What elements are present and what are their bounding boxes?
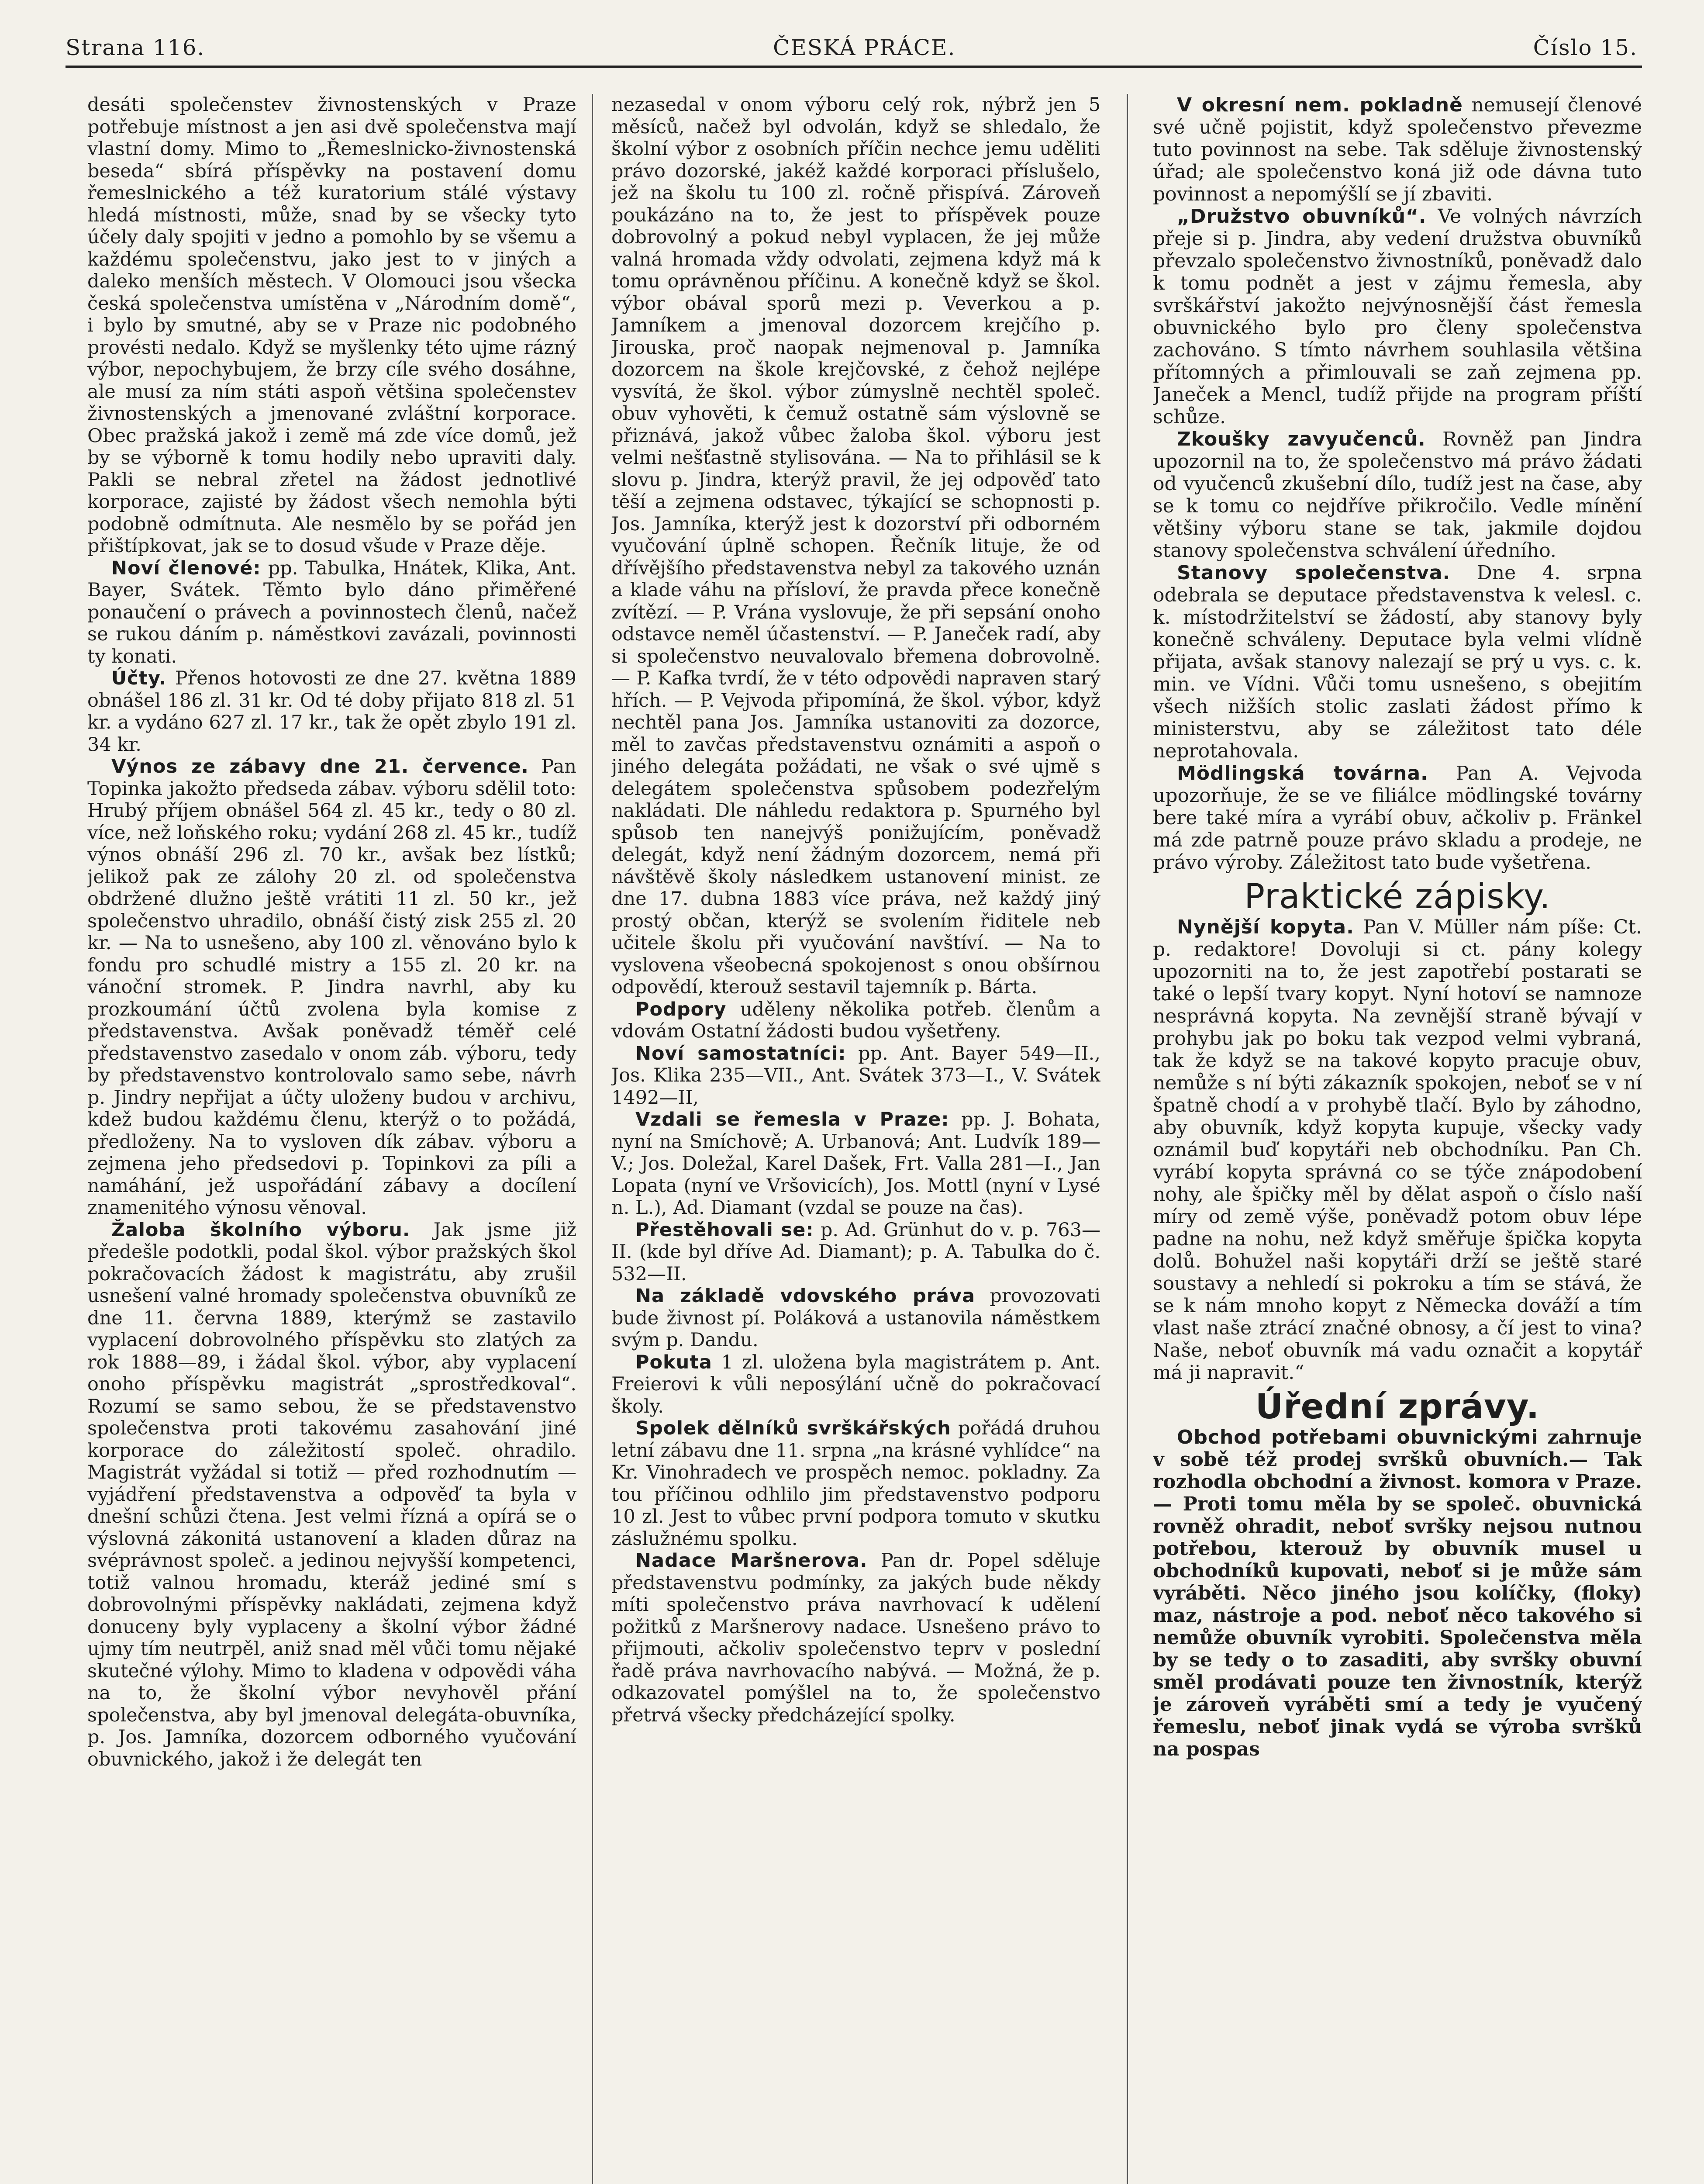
item-text: uděleny několika potřeb. členům a vdovám Ostatní žádosti budou vyšetřeny. xyxy=(611,998,1100,1042)
item-heading: V okresní nem. pokladně xyxy=(1177,94,1463,116)
paragraph xyxy=(87,667,576,756)
item-heading: Spolek dělníků svrškářských xyxy=(635,1417,951,1439)
paragraph xyxy=(611,1285,1100,1351)
item-heading: Pokuta xyxy=(635,1351,712,1373)
paragraph xyxy=(611,1043,1100,1109)
issue-number: Číslo 15. xyxy=(1533,35,1638,60)
item-text: Rovněž pan Jindra upozornil na to, že společenstvo má právo žádati od vyučenců zkušební dílo, tudíž jest na čase, aby se k tomu co nejdříve přikročilo. Vedle mínění většiny výboru stane se tak, jakmile dojdou stanovy společenstva schválení úředního. xyxy=(1153,428,1642,562)
item-text: Ve volných návrzích přeje si p. Jindra, aby vedení družstva obuvníků převzalo společenstvo živnostníků, poněvadž dalo k tomu podnět a jest v zájmu řemesla, aby svrškářství jakožto nejvýnosnější část řemesla obuvnického bylo pro členy společenstva zachováno. S tímto návrhem souhlasila většina přítomných a přimlouvali se zaň zejmena pp. Janeček a Mencl, tudíž přijde na program příští schůze. xyxy=(1153,205,1642,428)
column-divider xyxy=(1127,94,1128,2184)
item-text: Dne 4. srpna odebrala se deputace představenstva k velesl. c. k. místodržitelství se žádostí, aby stanovy byly konečně schváleny. Deputace byla velmi vlídně přijata, avšak stanovy nalezají se prý u vys. c. k. min. ve Vídni. Vůči tomu usnešeno, s obejitím všech nižších stolic zaslati žádost přímo k ministerstvu, aby se záležitost tato déle neprotahovala. xyxy=(1153,562,1642,762)
paragraph xyxy=(611,1219,1100,1286)
column-1 xyxy=(87,94,576,2184)
paragraph: nezasedal v onom výboru celý rok, nýbrž jen 5 měsíců, načež byl odvolán, když se shledalo, že školní výbor z osobních příčin nechce jemu uděliti právo dozorské, jakéž každé korporaci příslušelo, jež na školu tu 100 zl. ročně přispívá. Zároveň poukázáno na to, že jest to příspěvek pouze dobrovolný a pokud nebyl vyplacen, že jej může valná hromada vždy odvolati, zejmena když má k tomu oprávněnou příčinu. A konečně když se škol. výbor obával sporů mezi p. Veverkou a p. Jamníkem a jmenoval dozorcem krejčího p. Jirouska, proč naopak nejmenoval p. Jamníka dozorcem na škole krejčovské, z čehož nejlépe vysvítá, že škol. výbor zúmyslně nechtěl společ. obuv vyhověti, k čemuž ostatně sám výslovně se přiznává, jakož vůbec žaloba škol. výboru jest velmi nešťastně stylisována. — Na to přihlásil se k slovu p. Jindra, kterýž pravil, že jej odpověď tato těší a zejmena odstavec, týkající se schopnosti p. Jos. Jamníka, kterýž jest k dozorství při odborném vyučování úplně schopen. Řečník lituje, že od dřívějšího představenstva nebyl za takového uznán a klade váhu na přísloví, že pravda přece konečně zvítězí. — P. Vrána vyslovuje, že při sepsání onoho odstavce neměl účastenství. — P. Janeček radí, aby si společenstvo neuvalovalo břemena dobrovolně. — P. Kafka tvrdí, že v této odpovědi napraven starý hřích. — P. Vejvoda připomíná, že škol. výbor, když nechtěl pana Jos. Jamníka ustanoviti za dozorce, měl to zavčas představenstvu oznámiti a aspoň o jiného delegáta požádati, ne však o své ujmě s delegátem společenstva spůsobem podezřelým nakládati. Dle náhledu redaktora p. Spurného byl spůsob ten nanejvýš ponižujícím, poněvadž delegát, když není žádným dozorcem, nemá při návštěvě školy následkem ustanovení minist. ze dne 17. dubna 1883 více práva, než každý jiný prostý občan, kterýž se svolením řiditele neb učitele školu při vyučování navštíví. — Na to vyslovena všeobecná spokojenost s onou obšírnou odpovědí, kterouž sestavil tajemník p. Bárta. xyxy=(611,94,1100,998)
item-heading: Mödlingská továrna. xyxy=(1177,762,1428,784)
page-number: Strana 116. xyxy=(66,35,205,60)
page-header xyxy=(66,35,1638,66)
paragraph xyxy=(611,1550,1100,1726)
paragraph xyxy=(1153,205,1642,428)
item-heading: Nadace Maršnerova. xyxy=(635,1550,868,1572)
item-text: Pan Topinka jakožto předseda zábav. výboru sdělil toto: Hrubý příjem obnášel 564 zl. 45 kr., tedy o 80 zl. více, než loňského roku; vydání 268 zl. 45 kr., tudíž výnos obnáší 296 zl. 70 kr., avšak bez lístků; jelikož pak ze zálohy 20 zl. od společenstva obdržené dlužno ještě vrátiti 11 zl. 50 kr., jež společenstvo uhradilo, obnáší čistý zisk 255 zl. 20 kr. — Na to usnešeno, aby 100 zl. věnováno bylo k fondu pro schudlé mistry a 155 zl. 20 kr. na vánoční stromek. P. Jindra navrhl, aby ku prozkoumání účtů zvolena byla komise z představenstva. Avšak poněvadž téměř celé představenstvo zasedalo v onom záb. výboru, tedy by představenstvo kontrolovalo samo sebe, návrh p. Jindry nepřijat a účty uloženy budou v archivu, kdež budou každému členu, kterýž o to požádá, předloženy. Na to vysloven dík zábav. výboru a zejmena jeho předsedovi p. Topinkovi za píli a namáhání, jež uspořádání zábavy a docílení znamenitého výnosu věnoval. xyxy=(87,756,576,1219)
paragraph xyxy=(1153,94,1642,205)
column-divider xyxy=(592,94,593,2184)
paragraph xyxy=(1153,916,1642,1384)
item-text: pp. J. Bohata, nyní na Smíchově; A. Urbanová; Ant. Ludvík 189—V.; Jos. Doležal, Karel Dašek, Frt. Valla 281—I., Jan Lopata (nyní ve Vršovicích), Jos. Mottl (nyní v Lysé n. L.), Ad. Diamant (vzdal se pouze na čas). xyxy=(611,1109,1100,1219)
item-heading: Účty. xyxy=(111,667,167,689)
item-text: 1 zl. uložena byla magistrátem p. Ant. Freierovi k vůli neposýlání učně do pokračovací školy. xyxy=(611,1351,1100,1417)
paragraph xyxy=(87,756,576,1219)
item-text: Pan A. Vejvoda upozorňuje, že se ve filiálce mödlingské továrny bere také míra a vyrábí obuv, ačkoliv p. Fränkel má zde patrně pouze právo skladu a prodeje, ne právo výroby. Záležitost tato bude vyšetřena. xyxy=(1153,762,1642,874)
item-heading: Stanovy společenstva. xyxy=(1177,562,1451,584)
header-rule xyxy=(66,66,1642,68)
item-heading: „Družstvo obuvníků“. xyxy=(1177,205,1427,228)
paragraph xyxy=(1153,562,1642,762)
paragraph xyxy=(611,1417,1100,1550)
item-text: Pan V. Müller nám píše: Ct. p. redaktore! Dovoluji si ct. pány kolegy upozorniti na to, že jest zapotřebí postarati se také o lepší tvary kopyt. Nyní hotoví se namnoze nesprávná kopyta. Na zevnější straně bývají v prohybu jak po boku tak vezpod velmi vybraná, tak že když se na takové kopyto pracuje obuv, nemůže s ní býti zákazník spokojen, neboť se v ní špatně chodí a v prohybě tlačí. Bylo by záhodno, aby obuvník, když kopyta kupuje, všecky vady oznámil buď kopytáři neb obchodníku. Pan Ch. vyrábí kopyta správná co se týče znápodobení nohy, ale špičky měl by dělat aspoň o číslo naší míry od země výše, poněvadž potom obuv lépe padne na nohu, než když směřuje špička kopyta dolů. Bohužel naši kopytáři drží se ještě staré soustavy a nehledí si pokroku a tím se stává, že se k nám mnoho kopyt z Německa dováží a tím vlast naše ztrácí značné obnosy, a čí jest to vina? Naše, neboť obuvník má vadu označit a kopytář má ji napravit.“ xyxy=(1153,916,1642,1384)
paragraph xyxy=(611,1351,1100,1418)
item-text: Přenos hotovosti ze dne 27. května 1889 obnášel 186 zl. 31 kr. Od té doby přijato 818 zl. 51 kr. a vydáno 627 zl. 17 kr., tak že opět zbylo 191 zl. 34 kr. xyxy=(87,667,576,756)
item-heading: Nynější kopyta. xyxy=(1177,916,1354,938)
paragraph xyxy=(1153,762,1642,874)
paragraph xyxy=(611,999,1100,1043)
item-text: zahrnuje v sobě též prodej svršků obuvních.— Tak rozhodla obchodní a živnost. komora v Praze. — Proti tomu měla by se společ. obuvnická rovněž ohradit, neboť svršky nejsou nutnou potřebou, kterouž by obuvník musel u obchodníků kupovati, neboť si je může sám vyráběti. Něco jiného jsou kolíčky, (floky) maz, nástroje a pod. neboť něco takového si nemůže obuvník vyrobiti. Společenstva měla by se tedy o to zasaditi, aby svršky obuvní směl prodávati pouze ten živnostník, kterýž je zároveň vyráběti smí a tedy je vyučený řemeslu, neboť jinak vydá se výroba svršků na pospas xyxy=(1153,1426,1642,1760)
item-text: Jak jsme již předešle podotkli, podal škol. výbor pražských škol pokračovacích žádost k magistrátu, aby zrušil usnešení valné hromady společenstva obuvníků ze dne 11. června 1889, kterýmž se zastavilo vyplacení dobrovolného příspěvku sto zlatých za rok 1888—89, i žádal škol. výbor, aby vyplacení onoho příspěvku magistrát „sprostředkoval“. Rozumí se samo sebou, že se představenstvo společenstva proti takovému zasahování jiné korporace do záležitostí společ. ohradilo. Magistrát vyžádal si totiž — před rozhodnutím — vyjádření představenstva a odpověď ta byla v dnešní schůzi čtena. Jest velmi řízná a opírá se o výslovná zákonitá ustanovení a kladen důraz na svéprávnost společ. a jedinou nejvyšší kompetenci, totiž valnou hromadu, kteráž jediné smí s dobrovolnými příspěvky nakládati, zejmena když donuceny byly vyplaceny a školní výbor žádné ujmy tím neutrpěl, aniž snad měl vůči tomu nějaké skutečné výlohy. Mimo to kladena v odpovědi váha na to, že školní výbor nevyhověl přání společenstva, aby byl jmenoval delegáta-obuvníka, p. Jos. Jamníka, dozorcem odborného vyučování obuvnického, jakož i že delegát ten xyxy=(87,1219,576,1770)
item-heading: Výnos ze zábavy dne 21. července. xyxy=(111,756,529,778)
journal-title: ČESKÁ PRÁCE. xyxy=(773,35,956,60)
section-title-prakticke: Praktické zápisky. xyxy=(1244,877,1551,916)
item-text: nemusejí členové své učně pojistit, když společenstvo převezme tuto povinnost na sebe. Tak sděluje živnostenský úřad; ale společenstvo koná již ode dávna tuto povinnost a nepomýšlí se jí zbaviti. xyxy=(1153,94,1642,205)
column-3 xyxy=(1153,94,1642,2184)
item-text: pořádá druhou letní zábavu dne 11. srpna „na krásné vyhlídce“ na Kr. Vinohradech ve prospěch nemoc. pokladny. Za tou příčinou odhlilo jim představenstvo podporu 10 zl. Jest to vůbec první podpora tomuto v skutku záslužnému spolku. xyxy=(611,1417,1100,1550)
item-text: pp. Tabulka, Hnátek, Klika, Ant. Bayer, Svátek. Těmto bylo dáno přiměřené ponaučení o právech a povinnostech členů, načež se rukou dáním p. náměstkovi zavázali, povinnosti ty konati. xyxy=(87,557,576,667)
section-title-uredni: Úřední zprávy. xyxy=(1255,1387,1540,1427)
item-heading: Zkoušky zavyučenců. xyxy=(1177,428,1426,450)
item-heading: Žaloba školního výboru. xyxy=(111,1219,410,1241)
item-heading: Vzdali se řemesla v Praze: xyxy=(635,1109,949,1130)
item-heading: Noví samostatníci: xyxy=(635,1042,846,1064)
item-heading: Podpory xyxy=(635,998,727,1020)
paragraph xyxy=(1153,1426,1642,1760)
item-text: Pan dr. Popel sděluje představenstvu podmínky, za jakých bude někdy míti společenstvo práva navrhovací k udělení požitků z Maršnerovy nadace. Usnešeno právo to přijmouti, ačkoliv společenstvo teprv v poslední řadě práva navrhovacího nabývá. — Možná, že p. odkazovatel pomýšlel na to, že společenstvo přetrvá všecky předcházející spolky. xyxy=(611,1550,1100,1726)
item-heading: Na základě vdovského práva xyxy=(635,1285,976,1307)
item-text: pp. Ant. Bayer 549—II., Jos. Klika 235—VII., Ant. Svátek 373—I., V. Svátek 1492—II, xyxy=(611,1042,1100,1109)
paragraph xyxy=(611,1109,1100,1219)
paragraph xyxy=(87,1219,576,1771)
paragraph: desáti společenstev živnostenských v Praze potřebuje místnost a jen asi dvě společenstva mají vlastní domy. Mimo to „Řemeslnicko-živnostenská beseda“ sbírá příspěvky na postavení domu řemeslnického a též kuratorium stálé výstavy hledá místnosti, může, snad by se všecky tyto účely daly spojiti v jedno a pomohlo by se všemu a každému společenstvu, jako jest to v jiných a daleko menších městech. V Olomouci jsou všecka česká společenstva umístěna v „Národním domě“, i bylo by smutné, aby se v Praze nic podobného provésti nedalo. Když se myšlenky této ujme rázný výbor, nepochybujem, že brzy cíle svého dosáhne, ale musí za ním státi aspoň většina společenstev živnostenských a jmenované zvláštní korporace. Obec pražská jakož i země má zde více domů, jež by se výborně k tomu hodily nebo upraviti daly. Pakli se nebral zřetel na žádost jednotlivé korporace, zajisté by žádost všech nemohla býti podobně odmítnuta. Ale nesmělo by se pořád jen přištípkovat, jak se to dosud všude v Praze děje. xyxy=(87,94,576,557)
item-text: p. Ad. Grünhut do v. p. 763—II. (kde byl dříve Ad. Diamant); p. A. Tabulka do č. 532—II. xyxy=(611,1219,1100,1285)
item-heading: Noví členové: xyxy=(111,557,261,579)
column-2 xyxy=(611,94,1100,2184)
item-text: provozovati bude živnost pí. Poláková a ustanovila náměstkem svým p. Dandu. xyxy=(611,1285,1100,1351)
paragraph xyxy=(1153,428,1642,562)
paragraph xyxy=(87,557,576,668)
item-heading: Přestěhovali se: xyxy=(635,1219,814,1241)
item-heading: Obchod potřebami obuvnickými xyxy=(1177,1426,1538,1448)
